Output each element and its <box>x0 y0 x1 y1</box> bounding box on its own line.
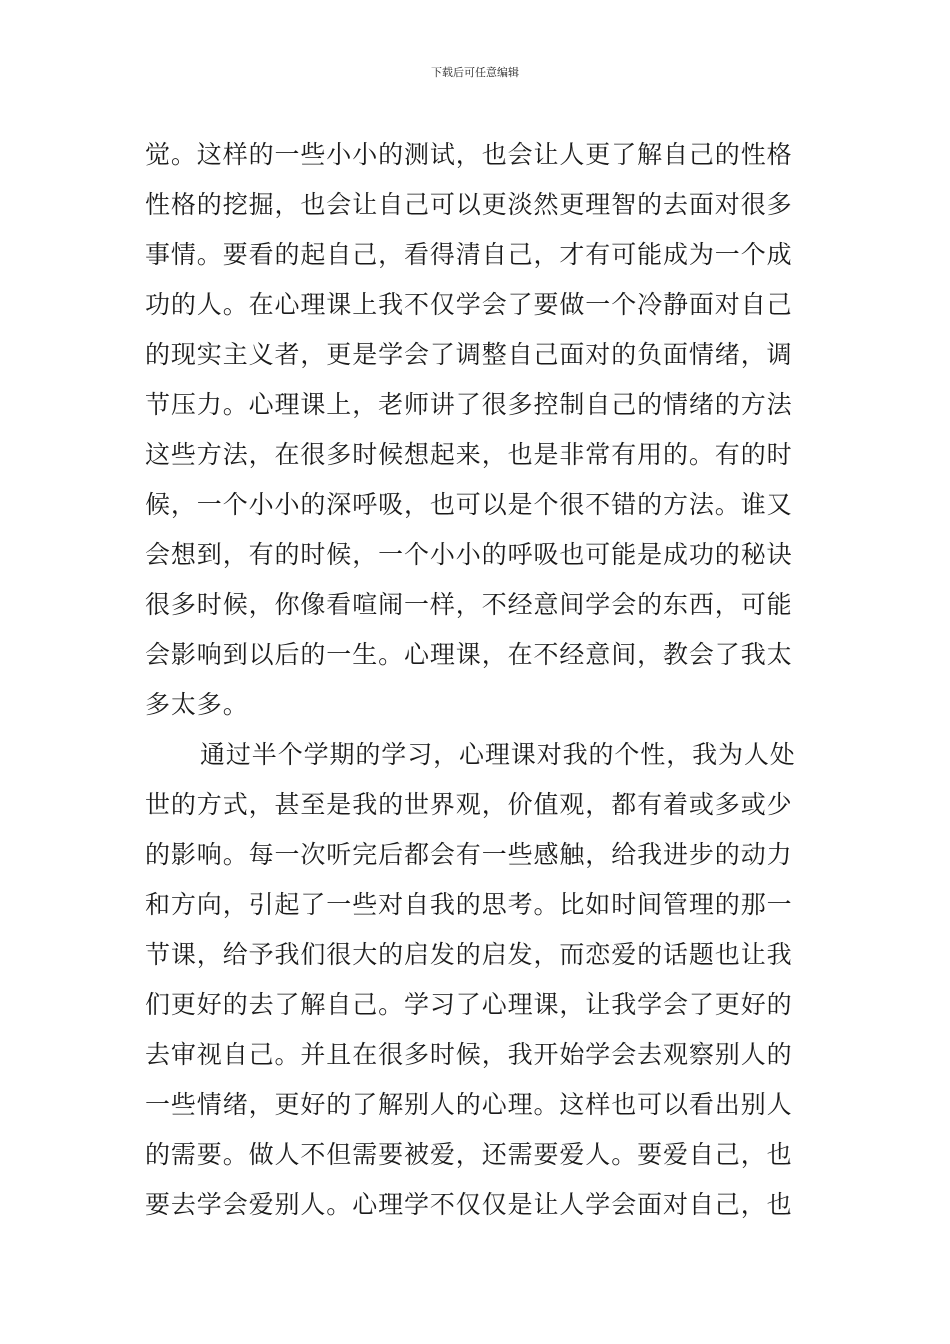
text-line: 会影响到以后的一生。心理课，在不经意间，教会了我太 <box>145 640 793 669</box>
text-line: 节压力。心理课上，老师讲了很多控制自己的情绪的方法 <box>145 390 793 419</box>
text-line: 候，一个小小的深呼吸，也可以是个很不错的方法。谁又 <box>145 490 793 519</box>
text-line: 会想到，有的时候，一个小小的呼吸也可能是成功的秘诀 <box>145 540 793 569</box>
document-body <box>145 130 810 1230</box>
text-line: 多太多。 <box>145 690 249 719</box>
text-line: 功的人。在心理课上我不仅学会了要做一个冷静面对自己 <box>145 290 793 319</box>
text-line: 觉。这样的一些小小的测试，也会让人更了解自己的性格 <box>145 140 793 169</box>
text-line: 的影响。每一次听完后都会有一些感触，给我进步的动力 <box>145 840 793 869</box>
text-line: 世的方式，甚至是我的世界观，价值观，都有着或多或少 <box>145 790 793 819</box>
text-line: 们更好的去了解自己。学习了心理课，让我学会了更好的 <box>145 990 793 1019</box>
text-line: 节课，给予我们很大的启发的启发，而恋爱的话题也让我 <box>145 940 793 969</box>
text-line: 这些方法，在很多时候想起来，也是非常有用的。有的时 <box>145 440 793 469</box>
text-line: 一些情绪，更好的了解别人的心理。这样也可以看出别人 <box>145 1090 793 1119</box>
text-line: 去审视自己。并且在很多时候，我开始学会去观察别人的 <box>145 1040 793 1069</box>
text-line: 很多时候，你像看喧闹一样，不经意间学会的东西，可能 <box>145 590 793 619</box>
text-line: 和方向，引起了一些对自我的思考。比如时间管理的那一 <box>145 890 793 919</box>
text-line: 要去学会爱别人。心理学不仅仅是让人学会面对自己，也 <box>145 1190 793 1219</box>
paragraph-start-line: 通过半个学期的学习，心理课对我的个性，我为人处 <box>200 740 796 769</box>
text-line: 性格的挖掘，也会让自己可以更淡然更理智的去面对很多 <box>145 190 793 219</box>
text-line: 的现实主义者，更是学会了调整自己面对的负面情绪，调 <box>145 340 793 369</box>
text-line: 事情。要看的起自己，看得清自己，才有可能成为一个成 <box>145 240 793 269</box>
text-line: 的需要。做人不但需要被爱，还需要爱人。要爱自己，也 <box>145 1140 793 1169</box>
page-header: 下载后可任意编辑 <box>431 66 519 79</box>
